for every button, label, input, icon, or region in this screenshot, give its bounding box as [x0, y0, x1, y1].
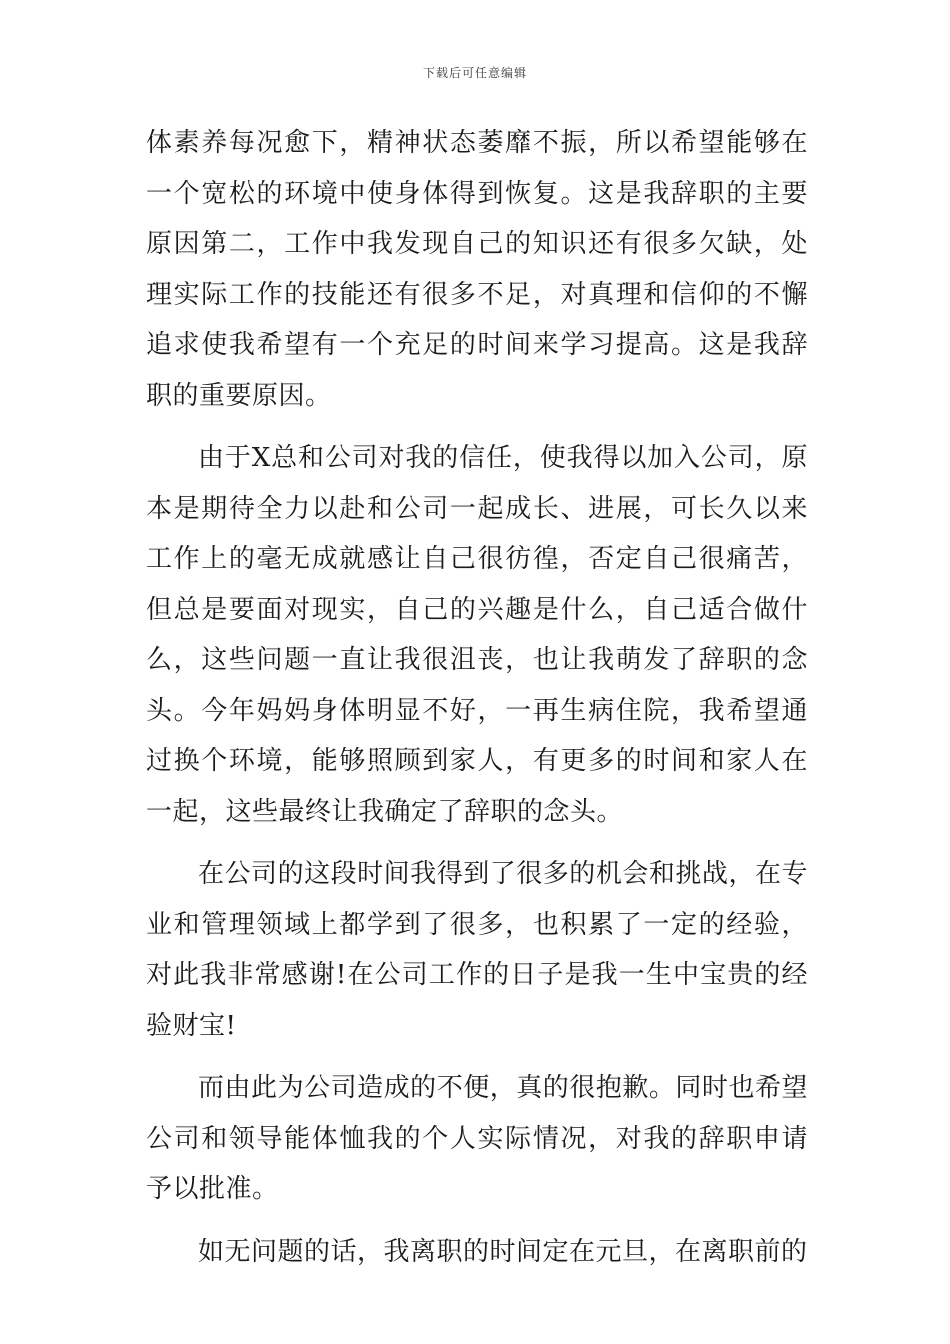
paragraph: 如无问题的话，我离职的时间定在元旦，在离职前的: [198, 1236, 808, 1267]
header-note: 下载后可任意编辑: [422, 66, 527, 80]
paragraph: 由于X总和公司对我的信任，使我得以加入公司，原本是期待全力以赴和公司一起成长、进展，可长久以来工作上的毫无成就感让自己很彷徨，否定自己很痛苦，但总是要面对现实，自己的兴趣是什么，自己适合做什么，这些问题一直让我很沮丧，也让我萌发了辞职的念头。今年妈妈身体明显不好，一再生病住院，我希望通过换个环境，能够照顾到家人，有更多的时间和家人在一起，这些最终让我确定了辞职的念头。: [146, 443, 808, 827]
paragraph: 在公司的这段时间我得到了很多的机会和挑战，在专业和管理领域上都学到了很多，也积累了一定的经验，对此我非常感谢!在公司工作的日子是我一生中宝贵的经验财宝!: [146, 859, 808, 1041]
paragraph-continued: 体素养每况愈下，精神状态萎靡不振，所以希望能够在一个宽松的环境中使身体得到恢复。这是我辞职的主要原因第二，工作中我发现自己的知识还有很多欠缺，处理实际工作的技能还有很多不足，对真理和信仰的不懈追求使我希望有一个充足的时间来学习提高。这是我辞职的重要原因。: [146, 128, 808, 411]
document-body: [146, 118, 808, 1277]
paragraph: 而由此为公司造成的不便，真的很抱歉。同时也希望公司和领导能体恤我的个人实际情况，对我的辞职申请予以批准。: [146, 1073, 808, 1204]
